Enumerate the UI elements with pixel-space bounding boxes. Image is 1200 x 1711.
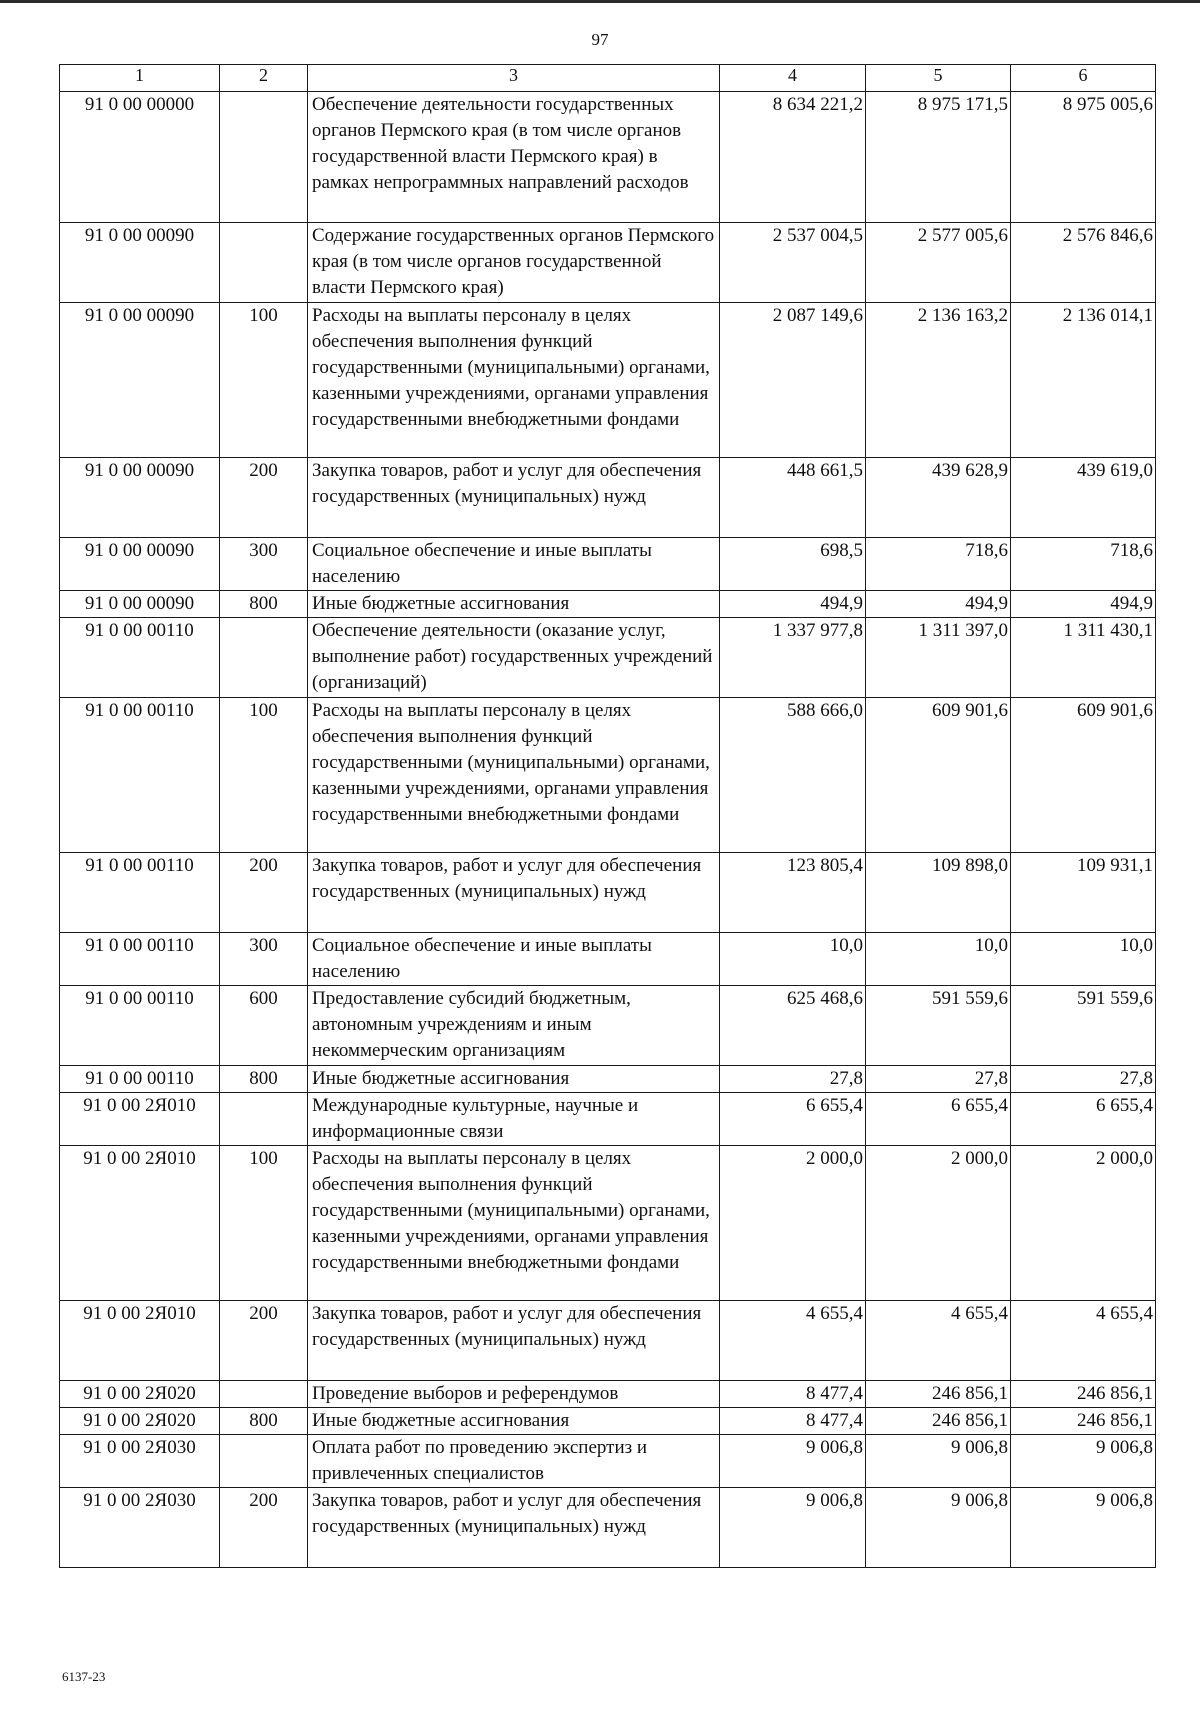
table-row <box>60 986 1156 1066</box>
column-header: 6 <box>1011 65 1156 92</box>
amount-col5-cell: 9 006,8 <box>866 1488 1011 1568</box>
budget-code-cell: 91 0 00 00110 <box>60 853 220 933</box>
amount-col6-cell: 4 655,4 <box>1011 1301 1156 1381</box>
amount-col5-cell: 609 901,6 <box>866 698 1011 853</box>
amount-col4-cell: 588 666,0 <box>720 698 866 853</box>
amount-col6-cell: 246 856,1 <box>1011 1408 1156 1435</box>
amount-col4-cell: 494,9 <box>720 591 866 618</box>
expense-type-cell: 200 <box>220 458 308 538</box>
amount-col6-cell: 246 856,1 <box>1011 1381 1156 1408</box>
budget-code-cell: 91 0 00 00090 <box>60 223 220 303</box>
amount-col6-cell: 609 901,6 <box>1011 698 1156 853</box>
amount-col4-cell: 625 468,6 <box>720 986 866 1066</box>
description-cell: Социальное обеспечение и иные выплаты населению <box>308 538 720 591</box>
budget-code-cell: 91 0 00 2Я010 <box>60 1093 220 1146</box>
table-row <box>60 1301 1156 1381</box>
table-row <box>60 223 1156 303</box>
expense-type-cell: 100 <box>220 698 308 853</box>
amount-col4-cell: 123 805,4 <box>720 853 866 933</box>
amount-col6-cell: 2 576 846,6 <box>1011 223 1156 303</box>
description-cell: Иные бюджетные ассигнования <box>308 1408 720 1435</box>
amount-col6-cell: 10,0 <box>1011 933 1156 986</box>
amount-col4-cell: 9 006,8 <box>720 1488 866 1568</box>
budget-code-cell: 91 0 00 00090 <box>60 303 220 458</box>
expense-type-cell: 800 <box>220 591 308 618</box>
budget-code-cell: 91 0 00 00090 <box>60 591 220 618</box>
budget-code-cell: 91 0 00 00110 <box>60 933 220 986</box>
table-row <box>60 698 1156 853</box>
amount-col5-cell: 1 311 397,0 <box>866 618 1011 698</box>
budget-code-cell: 91 0 00 2Я010 <box>60 1146 220 1301</box>
amount-col6-cell: 27,8 <box>1011 1066 1156 1093</box>
amount-col6-cell: 591 559,6 <box>1011 986 1156 1066</box>
amount-col6-cell: 494,9 <box>1011 591 1156 618</box>
amount-col4-cell: 27,8 <box>720 1066 866 1093</box>
amount-col6-cell: 6 655,4 <box>1011 1093 1156 1146</box>
table-row <box>60 458 1156 538</box>
expense-type-cell: 200 <box>220 1301 308 1381</box>
amount-col6-cell: 9 006,8 <box>1011 1435 1156 1488</box>
amount-col5-cell: 10,0 <box>866 933 1011 986</box>
expense-type-cell <box>220 1093 308 1146</box>
document-code: 6137-23 <box>62 1669 106 1684</box>
expense-type-cell <box>220 1435 308 1488</box>
table-row <box>60 1381 1156 1408</box>
amount-col6-cell: 439 619,0 <box>1011 458 1156 538</box>
column-header: 1 <box>60 65 220 92</box>
description-cell: Расходы на выплаты персоналу в целях обеспечения выполнения функций государственными (муниципальными) органами, казенными учреждениями, органами управления государственными внебюджетными фондами <box>308 698 720 853</box>
description-cell: Оплата работ по проведению экспертиз и привлеченных специалистов <box>308 1435 720 1488</box>
description-cell: Обеспечение деятельности (оказание услуг, выполнение работ) государственных учреждений (организаций) <box>308 618 720 698</box>
table-row <box>60 303 1156 458</box>
amount-col4-cell: 8 477,4 <box>720 1381 866 1408</box>
budget-code-cell: 91 0 00 2Я020 <box>60 1381 220 1408</box>
expense-type-cell: 800 <box>220 1066 308 1093</box>
expense-type-cell: 200 <box>220 853 308 933</box>
description-cell: Обеспечение деятельности государственных органов Пермского края (в том числе органов государственной власти Пермского края) в рамках непрограммных направлений расходов <box>308 92 720 223</box>
amount-col6-cell: 8 975 005,6 <box>1011 92 1156 223</box>
amount-col5-cell: 246 856,1 <box>866 1408 1011 1435</box>
table-row <box>60 1408 1156 1435</box>
amount-col4-cell: 9 006,8 <box>720 1435 866 1488</box>
description-cell: Закупка товаров, работ и услуг для обеспечения государственных (муниципальных) нужд <box>308 1488 720 1568</box>
amount-col4-cell: 1 337 977,8 <box>720 618 866 698</box>
description-cell: Расходы на выплаты персоналу в целях обеспечения выполнения функций государственными (муниципальными) органами, казенными учреждениями, органами управления государственными внебюджетными фондами <box>308 1146 720 1301</box>
column-header: 5 <box>866 65 1011 92</box>
amount-col4-cell: 6 655,4 <box>720 1093 866 1146</box>
description-cell: Закупка товаров, работ и услуг для обеспечения государственных (муниципальных) нужд <box>308 1301 720 1381</box>
expense-type-cell: 100 <box>220 1146 308 1301</box>
amount-col5-cell: 591 559,6 <box>866 986 1011 1066</box>
table-row <box>60 618 1156 698</box>
amount-col5-cell: 718,6 <box>866 538 1011 591</box>
column-header: 3 <box>308 65 720 92</box>
expense-type-cell <box>220 618 308 698</box>
expense-type-cell <box>220 1381 308 1408</box>
amount-col6-cell: 9 006,8 <box>1011 1488 1156 1568</box>
budget-code-cell: 91 0 00 00110 <box>60 618 220 698</box>
description-cell: Закупка товаров, работ и услуг для обеспечения государственных (муниципальных) нужд <box>308 458 720 538</box>
table-row <box>60 853 1156 933</box>
amount-col5-cell: 4 655,4 <box>866 1301 1011 1381</box>
budget-code-cell: 91 0 00 2Я020 <box>60 1408 220 1435</box>
expense-type-cell: 100 <box>220 303 308 458</box>
budget-code-cell: 91 0 00 00090 <box>60 538 220 591</box>
amount-col5-cell: 109 898,0 <box>866 853 1011 933</box>
amount-col5-cell: 246 856,1 <box>866 1381 1011 1408</box>
budget-table <box>59 64 1156 1568</box>
table-row <box>60 591 1156 618</box>
amount-col4-cell: 698,5 <box>720 538 866 591</box>
table-row <box>60 1435 1156 1488</box>
expense-type-cell: 600 <box>220 986 308 1066</box>
budget-code-cell: 91 0 00 2Я030 <box>60 1435 220 1488</box>
column-header: 4 <box>720 65 866 92</box>
amount-col4-cell: 4 655,4 <box>720 1301 866 1381</box>
description-cell: Расходы на выплаты персоналу в целях обеспечения выполнения функций государственными (муниципальными) органами, казенными учреждениями, органами управления государственными внебюджетными фондами <box>308 303 720 458</box>
table-header-row <box>60 65 1156 92</box>
description-cell: Проведение выборов и референдумов <box>308 1381 720 1408</box>
description-cell: Международные культурные, научные и информационные связи <box>308 1093 720 1146</box>
amount-col4-cell: 10,0 <box>720 933 866 986</box>
amount-col5-cell: 9 006,8 <box>866 1435 1011 1488</box>
amount-col4-cell: 2 087 149,6 <box>720 303 866 458</box>
expense-type-cell: 300 <box>220 933 308 986</box>
expense-type-cell: 200 <box>220 1488 308 1568</box>
expense-type-cell: 800 <box>220 1408 308 1435</box>
table-row <box>60 1146 1156 1301</box>
amount-col4-cell: 8 634 221,2 <box>720 92 866 223</box>
expense-type-cell <box>220 223 308 303</box>
description-cell: Иные бюджетные ассигнования <box>308 591 720 618</box>
amount-col6-cell: 109 931,1 <box>1011 853 1156 933</box>
budget-code-cell: 91 0 00 00110 <box>60 986 220 1066</box>
amount-col4-cell: 448 661,5 <box>720 458 866 538</box>
budget-code-cell: 91 0 00 00000 <box>60 92 220 223</box>
expense-type-cell <box>220 92 308 223</box>
table-row <box>60 1093 1156 1146</box>
amount-col6-cell: 718,6 <box>1011 538 1156 591</box>
top-border-line <box>0 0 1200 3</box>
budget-code-cell: 91 0 00 00110 <box>60 698 220 853</box>
amount-col4-cell: 2 537 004,5 <box>720 223 866 303</box>
amount-col5-cell: 494,9 <box>866 591 1011 618</box>
description-cell: Иные бюджетные ассигнования <box>308 1066 720 1093</box>
amount-col5-cell: 6 655,4 <box>866 1093 1011 1146</box>
amount-col6-cell: 2 136 014,1 <box>1011 303 1156 458</box>
amount-col6-cell: 1 311 430,1 <box>1011 618 1156 698</box>
amount-col4-cell: 2 000,0 <box>720 1146 866 1301</box>
amount-col6-cell: 2 000,0 <box>1011 1146 1156 1301</box>
amount-col5-cell: 8 975 171,5 <box>866 92 1011 223</box>
column-header: 2 <box>220 65 308 92</box>
amount-col5-cell: 439 628,9 <box>866 458 1011 538</box>
expense-type-cell: 300 <box>220 538 308 591</box>
budget-code-cell: 91 0 00 00090 <box>60 458 220 538</box>
amount-col5-cell: 2 136 163,2 <box>866 303 1011 458</box>
budget-code-cell: 91 0 00 2Я030 <box>60 1488 220 1568</box>
table-row <box>60 538 1156 591</box>
description-cell: Предоставление субсидий бюджетным, автономным учреждениям и иным некоммерческим организациям <box>308 986 720 1066</box>
budget-code-cell: 91 0 00 00110 <box>60 1066 220 1093</box>
table-row <box>60 1066 1156 1093</box>
amount-col5-cell: 27,8 <box>866 1066 1011 1093</box>
amount-col5-cell: 2 577 005,6 <box>866 223 1011 303</box>
table-row <box>60 933 1156 986</box>
description-cell: Социальное обеспечение и иные выплаты населению <box>308 933 720 986</box>
budget-code-cell: 91 0 00 2Я010 <box>60 1301 220 1381</box>
description-cell: Закупка товаров, работ и услуг для обеспечения государственных (муниципальных) нужд <box>308 853 720 933</box>
amount-col5-cell: 2 000,0 <box>866 1146 1011 1301</box>
page-number: 97 <box>591 30 609 49</box>
table-row <box>60 92 1156 223</box>
table-row <box>60 1488 1156 1568</box>
description-cell: Содержание государственных органов Пермского края (в том числе органов государственной власти Пермского края) <box>308 223 720 303</box>
amount-col4-cell: 8 477,4 <box>720 1408 866 1435</box>
